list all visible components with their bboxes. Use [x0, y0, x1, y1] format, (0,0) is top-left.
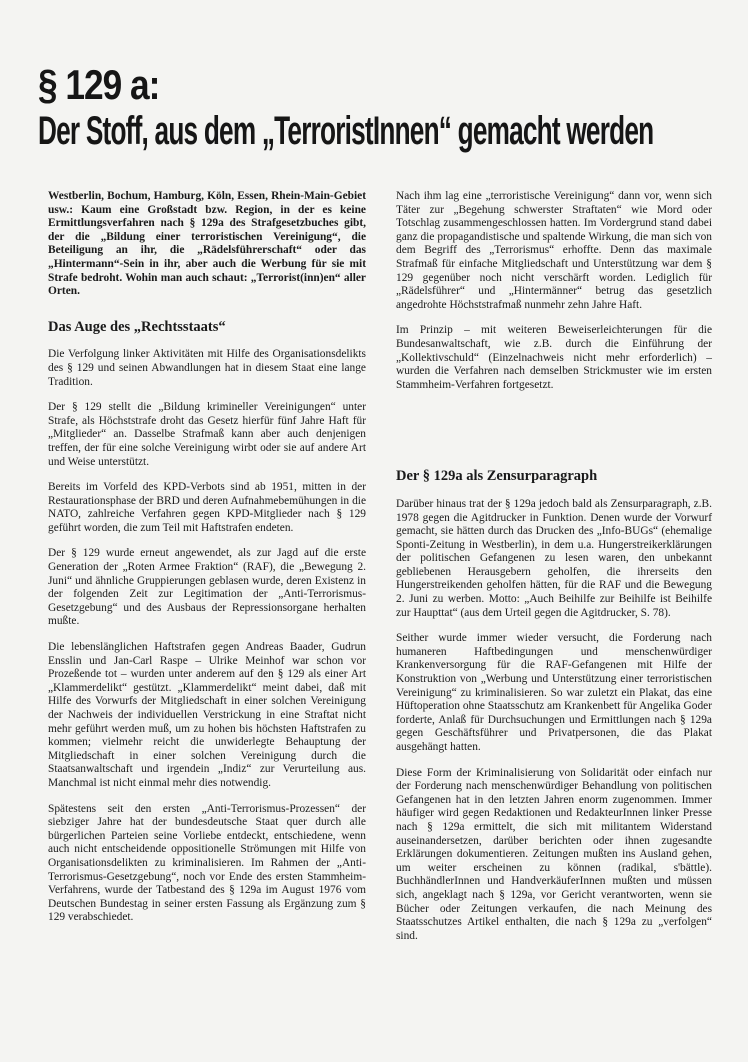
- paragraph: Nach ihm lag eine „terroristische Vereinigung“ dann vor, wenn sich Täter zur „Begehung schwerster Straftaten“ wie Mord oder Totschlag zusammengeschlossen hatten. Im Vordergrund stand dabei ganz die propagandistische und spaltende Wirkung, die man sich von dem Begriff des „Terrorismus“ erhoffte. Denn das maximale Strafmaß für einfache Mitgliedschaft und Unterstützung war dem § 129 gegenüber noch nicht verschärft worden. Lediglich für „Rädelsführer“ und „Hintermänner“ betrug das gesetzlich angedrohte Höchststrafmaß nunmehr zehn Jahre Haft.: [396, 190, 712, 311]
- right-column: [396, 190, 712, 955]
- article-title: [38, 62, 728, 154]
- paragraph: Im Prinzip – mit weiteren Beweiserleichterungen für die Bundesanwaltschaft, wie z.B. durch die Einführung der „Kollektivschuld“ (Einzelnachweis nicht mehr erforderlich) – wurden die Verfahren nach demselben Strickmuster wie im ersten Stammheim-Verfahren fortgesetzt.: [396, 324, 712, 391]
- section-heading-rechtsstaat: Das Auge des „Rechtsstaats“: [48, 318, 226, 335]
- paragraph: Der § 129 stellt die „Bildung krimineller Vereinigungen“ unter Strafe, als Höchststrafe droht das Gesetz hierfür fünf Jahre Haft für „Mitglieder“ an. Dasselbe Strafmaß kann aber auch denjenigen treffen, der für eine solche Vereinigung wirbt oder sie auf andere Art und Weise unterstützt.: [48, 401, 366, 468]
- paragraph: Darüber hinaus trat der § 129a jedoch bald als Zensurparagraph, z.B. 1978 gegen die Agitdrucker in Funktion. Denen wurde der Vorwurf gemacht, sie hätten durch das Drucken des „Info-BUGs“ (ehemalige Sponti-Zeitung in Westberlin), in dem u.a. Hungerstreikerklärungen der politischen Gefangenen zu lesen waren, den unbekannt gebliebenen Herausgebern geholfen, die ihrerseits den Hungerstreikenden geholfen hätten, für die RAF und die Bewegung 2. Juni zu werben. Motto: „Auch Beihilfe zur Beihilfe ist Beihilfe zur Haupttat“ (aus dem Urteil gegen die Agitdrucker, S. 78).: [396, 497, 712, 619]
- paragraph: Seither wurde immer wieder versucht, die Forderung nach humaneren Haftbedingungen und menschenwürdiger Krankenversorgung für die RAF-Gefangenen mit Hilfe der Konstruktion von „Werbung und Unterstützung einer terroristischen Vereinigung“ zu kriminalisieren. So war zuletzt ein Plakat, das eine Hüftoperation ohne Staatsschutz am Krankenbett für Angelika Goder forderte, Anlaß für Durchsuchungen und Ermittlungen nach § 129a gegen Geschäftsführer und Privatpersonen, die das Plakat ausgehängt hatten.: [396, 632, 712, 753]
- title-line-2: Der Stoff, aus dem „TerroristInnen“ gemacht werden: [38, 109, 654, 153]
- lead-paragraph: Westberlin, Bochum, Hamburg, Köln, Essen, Rhein-Main-Gebiet usw.: Kaum eine Großstadt bzw. Region, in der es keine Ermittlungsverfahren nach § 129a des Strafgesetzbuches gibt, der die „Bildung einer terroristischen Vereinigung“, die Beteiligung an ihr, die „Rädelsführerschaft“ oder das „Hintermann“-Sein in ihr, aber auch die Werbung für sie mit Strafe bedroht. Wohin man auch schaut: „Terrorist(inn)en“ aller Orten.: [48, 190, 366, 298]
- section-heading-zensurparagraph: Der § 129a als Zensurparagraph: [396, 468, 598, 485]
- left-column: [48, 190, 366, 937]
- paragraph: Bereits im Vorfeld des KPD-Verbots sind ab 1951, mitten in der Restaurationsphase der BRD und deren Aufnahmebemühungen in die NATO, zahlreiche Verfahren gegen KPD-Mitglieder nach § 129 geführt worden, die zum Teil mit Haftstrafen endeten.: [48, 481, 366, 534]
- paragraph: Die lebenslänglichen Haftstrafen gegen Andreas Baader, Gudrun Ensslin und Jan-Carl Raspe – Ulrike Meinhof war schon vor Prozeßende tot – wurden unter anderem auf den § 129 als einer Art „Klammerdelikt“ gestützt. „Klammerdelikt“ meint dabei, daß mit Hilfe des Vorwurfs der Mitgliedschaft in einer solchen Vereinigung der Nachweis der individuellen Verstrickung in eine Straftat nicht mehr geführt werden muß, um zu hohen bis höchsten Haftstrafen zu kommen; vielmehr reicht die unwiderlegte Behauptung der Mitgliedschaft in einer solchen Vereinigung durch die Staatsanwaltschaft und irgendein „Indiz“ zur Verurteilung aus. Manchmal ist nicht einmal mehr dies notwendig.: [48, 641, 366, 789]
- title-line-1: § 129 a:: [38, 61, 160, 108]
- paragraph: Die Verfolgung linker Aktivitäten mit Hilfe des Organisationsdelikts des § 129 und seinen Abwandlungen hat in diesem Staat eine lange Tradition.: [48, 348, 366, 388]
- paragraph: Spätestens seit den ersten „Anti-Terrorismus-Prozessen“ der siebziger Jahre hat der bundesdeutsche Staat quer durch alle bürgerlichen Parteien seine Vorliebe entdeckt, entschiedene, wenn auch nicht entscheidende oppositionelle Strömungen mit Hilfe von Organisationsdelikten zu kriminalisieren. Im Rahmen der „Anti-Terrorismus-Gesetzgebung“, noch vor Ende des ersten Stammheim-Verfahrens, wurde der Tatbestand des § 129a im August 1976 vom Deutschen Bundestag in seiner ersten Fassung als Ergänzung zum § 129 verabschiedet.: [48, 802, 366, 924]
- column-spacer: [396, 404, 712, 470]
- paragraph: Der § 129 wurde erneut angewendet, als zur Jagd auf die erste Generation der „Roten Armee Fraktion“ (RAF), die „Bewegung 2. Juni“ und ähnliche Gruppierungen geblasen wurde, deren Existenz in der folgenden Zeit zur Legitimation der „Anti-Terrorismus-Gesetzgebung“ und des Ausbaus der Repressionsorgane herhalten mußte.: [48, 547, 366, 628]
- paragraph: Diese Form der Kriminalisierung von Solidarität oder einfach nur der Forderung nach menschenwürdiger Behandlung von politischen Gefangenen hat in den letzten Jahren enorm zugenommen. Immer häufiger wird gegen Redaktionen und RedakteurInnen linker Presse nach § 129a ermittelt, die sich mit militantem Widerstand auseinandersetzen, darüber berichten oder ihnen zugesandte Erklärungen dokumentieren. Zeitungen mußten ins Ausland gehen, um weiter erscheinen zu können (radikal, s'bättle). BuchhändlerInnen und HandverkäuferInnen mußten und müssen sich, angeklagt nach § 129a, vor Gericht verantworten, wenn sie Bücher oder Zeitungen verkaufen, die nach Meinung des Staatsschutzes Artikel enthalten, die nach § 129a zu „verfolgen“ sind.: [396, 766, 712, 942]
